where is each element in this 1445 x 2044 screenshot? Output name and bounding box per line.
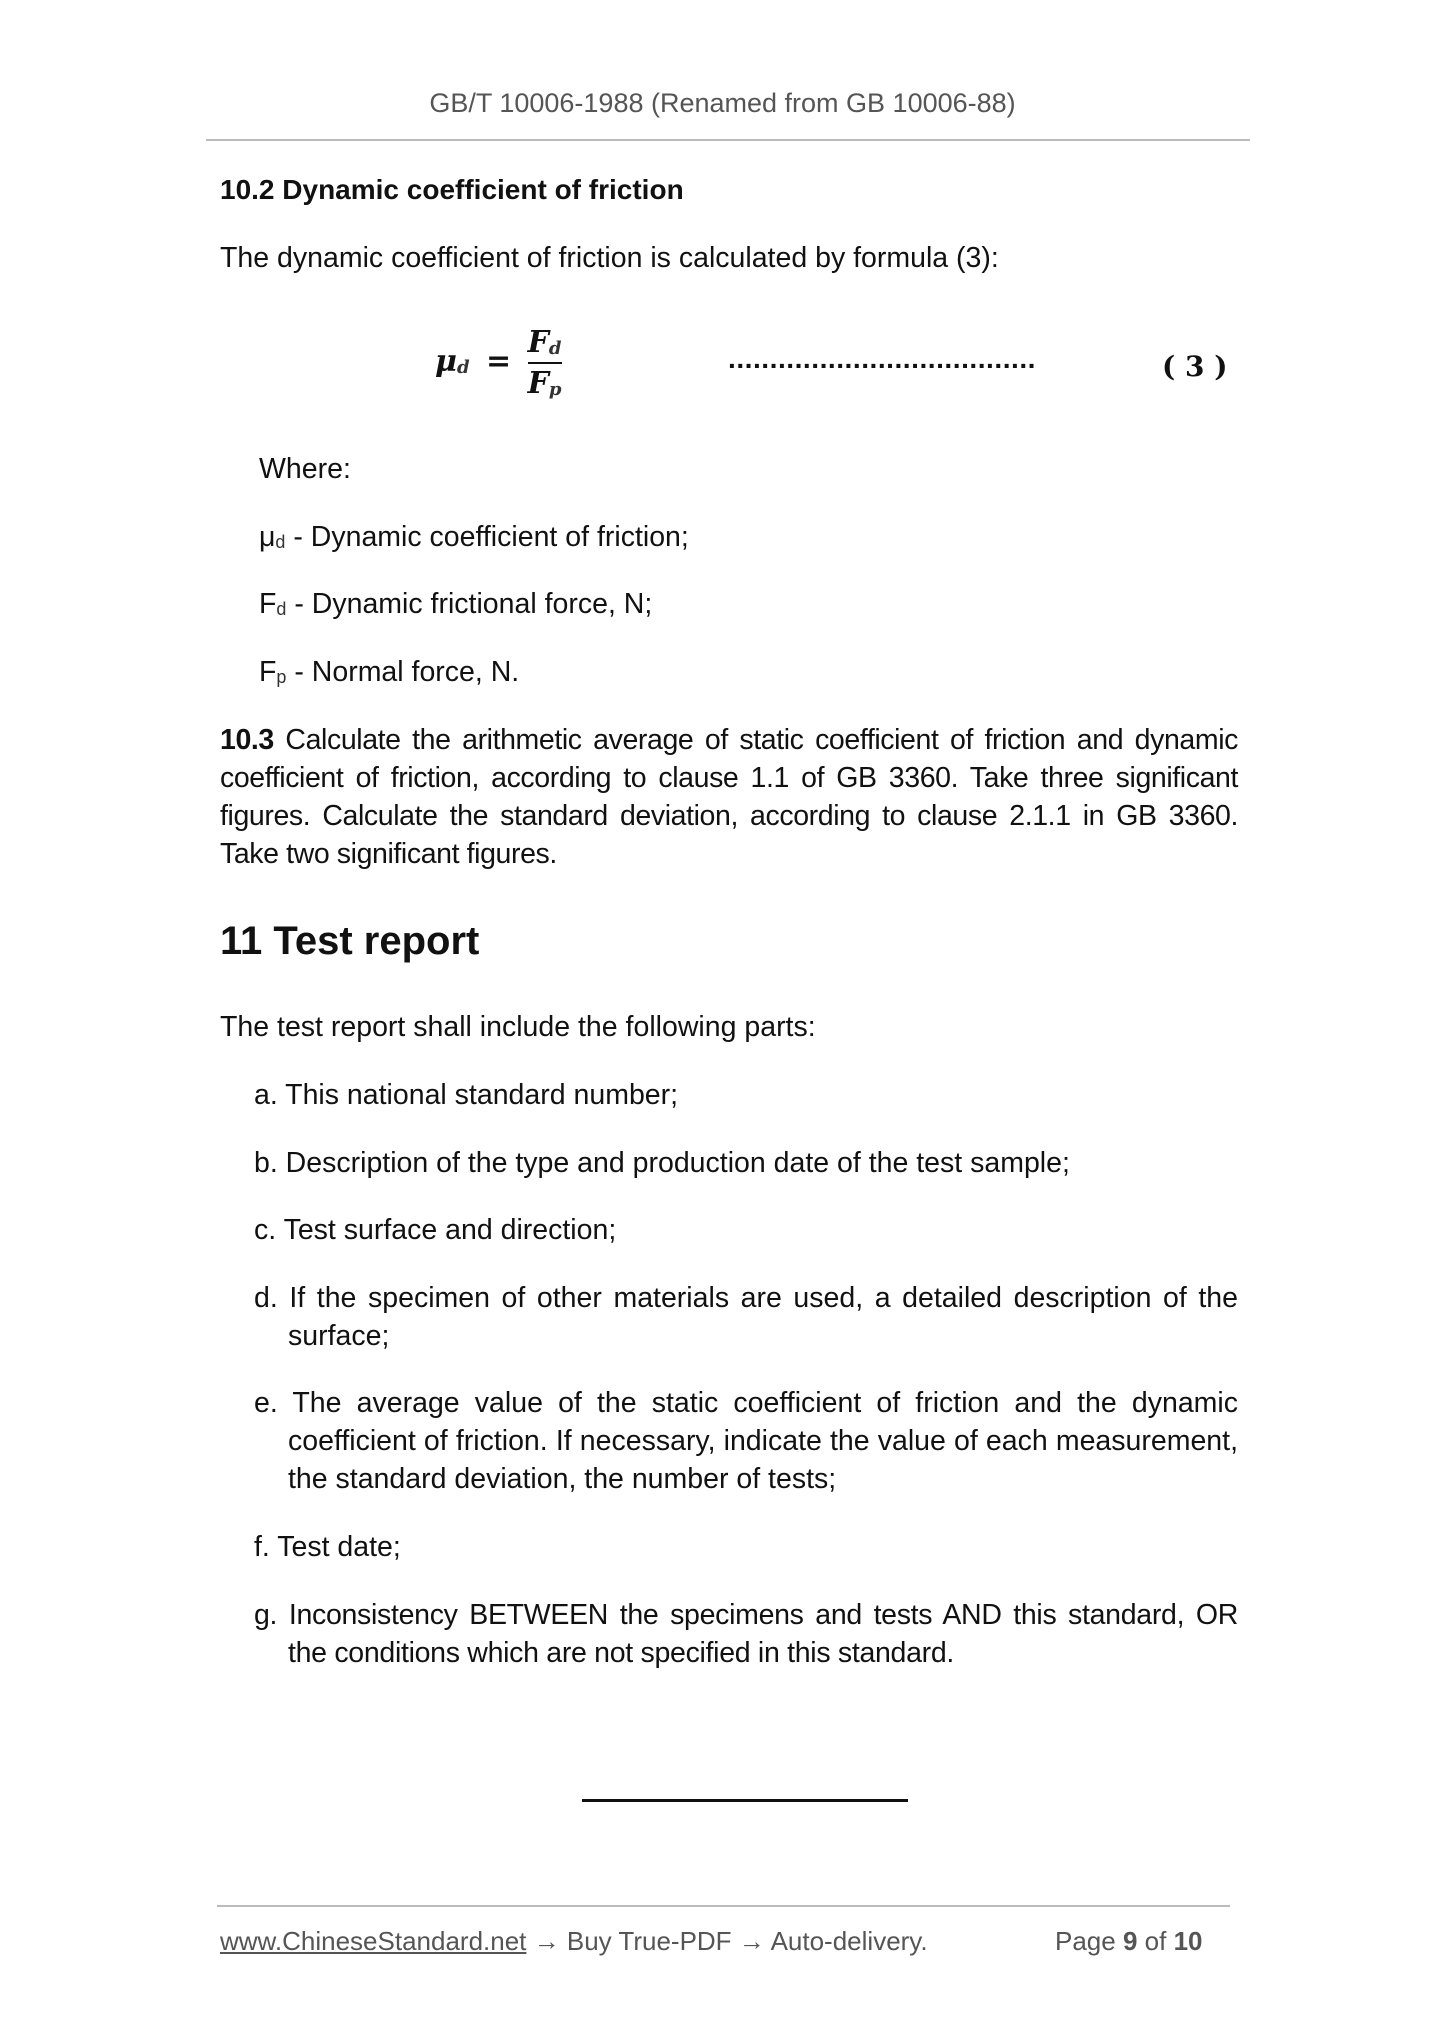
definition-mu-d [259, 518, 689, 561]
list-item-text: a. This national standard number; [254, 1079, 679, 1111]
list-item [254, 1596, 1238, 1672]
numerator: F [527, 325, 549, 360]
symbol: μ [259, 521, 276, 553]
list-item-text: f. Test date; [254, 1531, 401, 1563]
list-item [254, 1076, 1238, 1114]
page-number [1055, 1922, 1203, 1960]
equals-sign: = [486, 344, 512, 379]
end-line [582, 1799, 908, 1802]
formula-leader: ····································· [728, 350, 1036, 381]
list-item-text: b. Description of the type and production date of the test sample; [254, 1147, 1070, 1179]
mu-subscript: d [456, 357, 470, 378]
list-item [254, 1144, 1238, 1182]
section-heading-10-2: 10.2 Dynamic coefficient of friction [220, 174, 684, 205]
footer-promo [220, 1922, 928, 1960]
section-10-3-paragraph [220, 721, 1238, 873]
symbol-subscript: p [276, 667, 287, 687]
current-page: 9 [1122, 1926, 1138, 1956]
website-link[interactable]: www.ChineseStandard.net [220, 1926, 527, 1956]
formula-number: ( 3 ) [1162, 350, 1228, 383]
header-divider [206, 139, 1250, 141]
denominator-subscript: p [548, 379, 562, 400]
section-heading-11: 11 Test report [220, 919, 480, 963]
total-pages: 10 [1173, 1926, 1203, 1956]
page-label: Page [1055, 1926, 1116, 1956]
symbol-subscript: d [275, 532, 286, 552]
clause-number: 10.3 [220, 724, 274, 756]
numerator-subscript: d [548, 338, 562, 359]
symbol-subscript: d [276, 599, 287, 619]
footer-divider [217, 1905, 1230, 1907]
definition-text: - Dynamic frictional force, N; [286, 588, 653, 620]
list-item [254, 1528, 1238, 1566]
page-header: GB/T 10006-1988 (Renamed from GB 10006-88) [429, 88, 1016, 118]
fraction [528, 325, 562, 401]
clause-text: Calculate the arithmetic average of static coefficient of friction and dynamic coefficient of friction, according to clause 1.1 of GB 3360. Take three significant figures. Calculate the standard deviation, according to clause 2.1.1 in GB 3360. Take two significant figures. [220, 724, 1238, 870]
list-item [254, 1384, 1238, 1498]
footer-text: → Buy True-PDF → Auto-delivery. [526, 1926, 928, 1956]
formula-intro: The dynamic coefficient of friction is calculated by formula (3): [220, 242, 999, 274]
list-item [254, 1211, 1238, 1249]
list-item-text: c. Test surface and direction; [254, 1214, 617, 1246]
list-item [254, 1279, 1238, 1355]
denominator: F [527, 366, 549, 401]
test-report-intro: The test report shall include the following parts: [220, 1011, 816, 1043]
list-item-text: d. If the specimen of other materials are used, a detailed description of the surface; [254, 1282, 1238, 1352]
mu-symbol: μ [435, 344, 457, 379]
where-label: Where: [259, 453, 351, 485]
fraction-bar [528, 362, 562, 364]
symbol: F [259, 656, 277, 688]
definition-f-d [259, 585, 652, 628]
definition-text: - Dynamic coefficient of friction; [285, 521, 689, 553]
formula-3 [435, 325, 562, 401]
list-item-text: e. The average value of the static coefficient of friction and the dynamic coefficient of friction. If necessary, indicate the value of each measurement, the standard deviation, the number of tests; [254, 1387, 1238, 1495]
of-label: of [1144, 1926, 1167, 1956]
list-item-text: g. Inconsistency BETWEEN the specimens and tests AND this standard, OR the conditions which are not specified in this standard. [254, 1599, 1238, 1669]
definition-text: - Normal force, N. [286, 656, 520, 688]
symbol: F [259, 588, 277, 620]
definition-f-p [259, 653, 519, 696]
